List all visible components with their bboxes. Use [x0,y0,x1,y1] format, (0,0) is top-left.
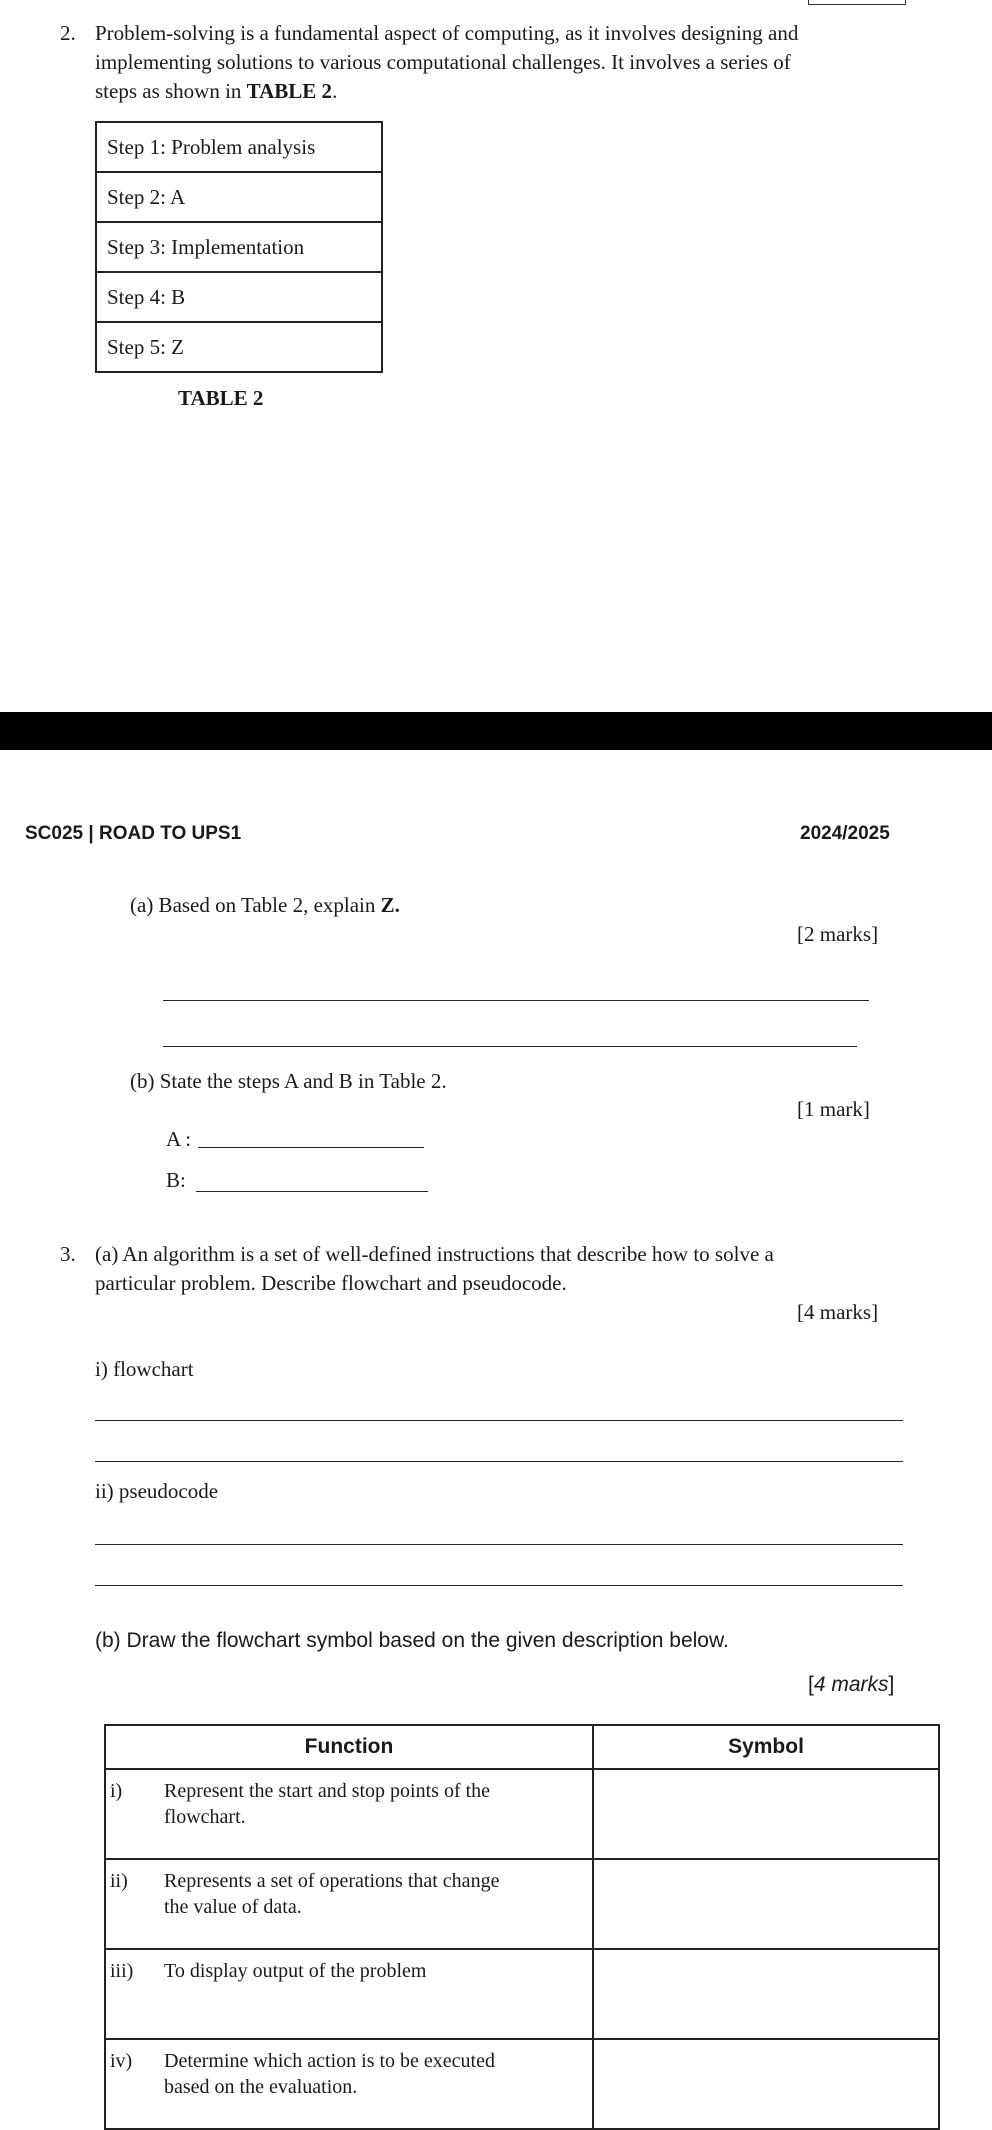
description-line: Represents a set of operations that change [164,1870,500,1892]
label-a: A : [166,1127,192,1151]
description-line: based on the evaluation. [164,2076,358,2098]
table-row [96,122,382,172]
row-number: iv) [105,2039,163,2129]
answer-line[interactable] [95,1420,903,1421]
function-description [163,1949,593,2039]
symbol-answer-cell[interactable] [593,1949,939,2039]
q2-part-b: (b) State the steps A and B in Table 2. [130,1069,447,1093]
table-row [105,1769,939,1859]
q2-intro-line3-period: . [332,79,338,103]
q3-part-b: (b) Draw the flowchart symbol based on the given description below. [95,1629,729,1652]
table-caption: TABLE 2 [178,386,264,410]
answer-line[interactable] [163,1046,857,1047]
q2-part-a [130,891,400,920]
header-course: SC025 | ROAD TO UPS1 [25,823,242,844]
q2-table-reference: TABLE 2 [246,79,333,103]
q3-part-a-line1: (a) An algorithm is a set of well-defined instructions that describe how to solve a [95,1242,774,1266]
description-line: To display output of the problem [164,1960,427,1982]
label-b: B: [166,1168,186,1192]
header-function: Function [105,1725,593,1769]
table-row [96,272,382,322]
q2-part-b-marks: [1 mark] [797,1097,870,1121]
answer-line[interactable] [95,1461,903,1462]
marks-bracket-close: ] [888,1673,895,1696]
description-line: the value of data. [164,1896,302,1918]
answer-line[interactable] [95,1544,903,1545]
flowchart-symbol-table [104,1724,940,2130]
table-row [96,172,382,222]
top-bracket-mark [808,0,906,5]
table-row [96,222,382,272]
q3-part-a-line2: particular problem. Describe flowchart and pseudocode. [95,1271,567,1295]
row-number: iii) [105,1949,163,2039]
table-cell: Step 3: Implementation [96,222,382,272]
table-row [96,322,382,372]
q2-number: 2. [60,21,76,45]
answer-line[interactable] [163,1000,869,1001]
table-cell: Step 5: Z [96,322,382,372]
function-description [163,1769,593,1859]
q2-part-a-marks: [2 marks] [797,922,879,946]
q3-part-b-marks [808,1673,894,1697]
header-session: 2024/2025 [800,823,890,844]
function-description [163,1859,593,1949]
steps-table [95,121,383,373]
description-line: flowchart. [164,1806,246,1828]
marks-text: 4 marks [813,1673,889,1696]
q2-part-a-text: (a) Based on Table 2, explain [130,893,381,917]
answer-line-a[interactable] [198,1147,424,1148]
table-row [105,1949,939,2039]
table-cell: Step 4: B [96,272,382,322]
q3-part-a-marks: [4 marks] [797,1300,879,1324]
q2-intro-line3 [95,77,337,106]
answer-line-b[interactable] [196,1191,428,1192]
table-header-row [105,1725,939,1769]
q2-intro-line1: Problem-solving is a fundamental aspect of computing, as it involves designing and [95,21,799,45]
header-symbol: Symbol [593,1725,939,1769]
row-number: ii) [105,1859,163,1949]
q2-intro-line2: implementing solutions to various computational challenges. It involves a series of [95,50,791,74]
table-cell: Step 2: A [96,172,382,222]
q2-part-a-bold: Z. [380,893,400,917]
q3-sub-flowchart: i) flowchart [95,1357,194,1381]
symbol-answer-cell[interactable] [593,1769,939,1859]
description-line: Determine which action is to be executed [164,2050,495,2072]
q3-sub-pseudocode: ii) pseudocode [95,1479,219,1503]
q3-number: 3. [60,1242,76,1266]
q2-intro-line3-text: steps as shown in [95,79,247,103]
description-line: Represent the start and stop points of the [164,1780,491,1802]
table-row [105,1859,939,1949]
marks-bracket-open: [ [808,1673,814,1696]
row-number: i) [105,1769,163,1859]
symbol-answer-cell[interactable] [593,1859,939,1949]
page-separator-band [0,712,992,750]
table-cell: Step 1: Problem analysis [96,122,382,172]
answer-line[interactable] [95,1585,903,1586]
